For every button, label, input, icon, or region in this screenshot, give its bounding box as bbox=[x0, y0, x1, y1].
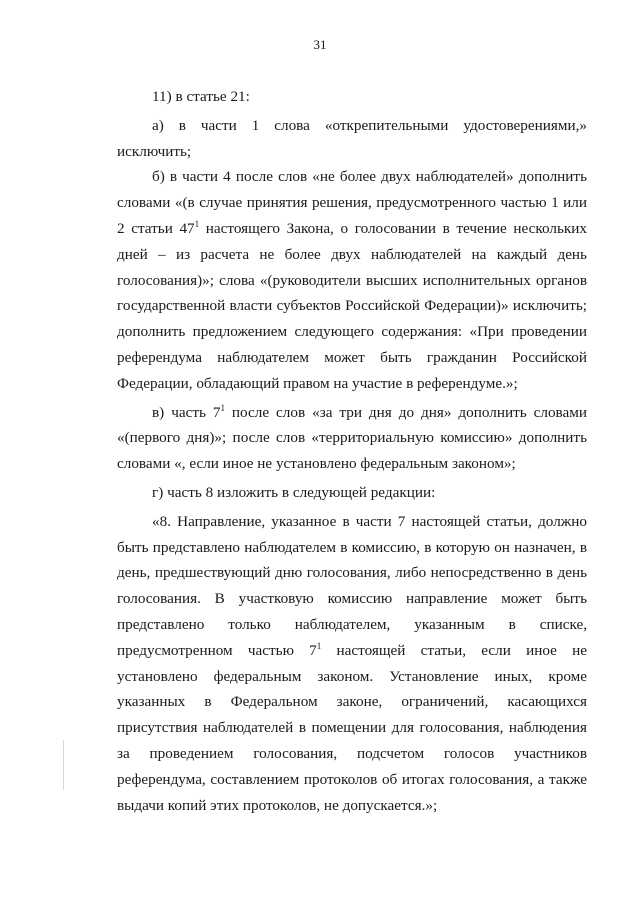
paragraph-item-v bbox=[117, 400, 587, 477]
page-number: 31 bbox=[313, 37, 327, 52]
paragraph-item-v-text-1: в) часть 7 bbox=[152, 403, 221, 421]
paragraph-item-b bbox=[117, 164, 587, 396]
paragraph-item-b-text-1: б) в части 4 после слов «не более двух наблюдателей» дополнить словами «(в случае принятия решения, предусмотренного частью 1 или 2 статьи 47 bbox=[117, 168, 587, 237]
paragraph-part-8-text-2: настоящей статьи, если иное не установлено федеральным законом. Установление иных, кроме указанных в Федеральном законе, ограничений, касающихся присутствия наблюдателей в помещении для голосования, наблюдения за проведением голосования, подсчетом голосов участников референдума, составлением протоколов об итогах голосования, а также выдачи копий этих протоколов, не допускается.»; bbox=[117, 641, 588, 814]
paragraph-article-21: 11) в статье 21: bbox=[152, 88, 250, 105]
superscript-1: 1 bbox=[194, 218, 200, 229]
paragraph-item-g: г) часть 8 изложить в следующей редакции: bbox=[152, 483, 436, 501]
superscript-3: 1 bbox=[316, 640, 322, 651]
paragraph-part-8-text-1: «8. Направление, указанное в части 7 настоящей статьи, должно быть представлено наблюдателем в комиссию, в которую он назначен, в день, предшествующий дню голосования, либо непосредственно в день голосования. В участковую комиссию направление может быть представлено только наблюдателем, указанным в списке, предусмотренном частью 7 bbox=[117, 512, 587, 659]
paragraph-item-a: а) в части 1 слова «открепительными удостоверениями,» исключить; bbox=[117, 116, 587, 160]
paragraph-part-8 bbox=[117, 509, 587, 819]
document-body bbox=[117, 84, 587, 818]
paragraph-item-b-text-2: настоящего Закона, о голосовании в течение нескольких дней – из расчета не более двух наблюдателей на каждый день голосования)»; слова «(руководители высших исполнительных органов государственной власти субъектов Российской Федерации)» исключить; дополнить предложением следующего содержания: «При проведении референдума наблюдателем может быть гражданин Российской Федерации, обладающий правом на участие в референдуме.»; bbox=[117, 219, 587, 392]
superscript-2: 1 bbox=[220, 402, 225, 413]
scan-margin-line bbox=[63, 740, 64, 790]
paragraph-item-v-text-2: после слов «за три дня до дня» дополнить словами «(первого дня)»; после слов «территориальную комиссию» дополнить словами «, если иное не установлено федеральным законом»; bbox=[117, 403, 587, 473]
